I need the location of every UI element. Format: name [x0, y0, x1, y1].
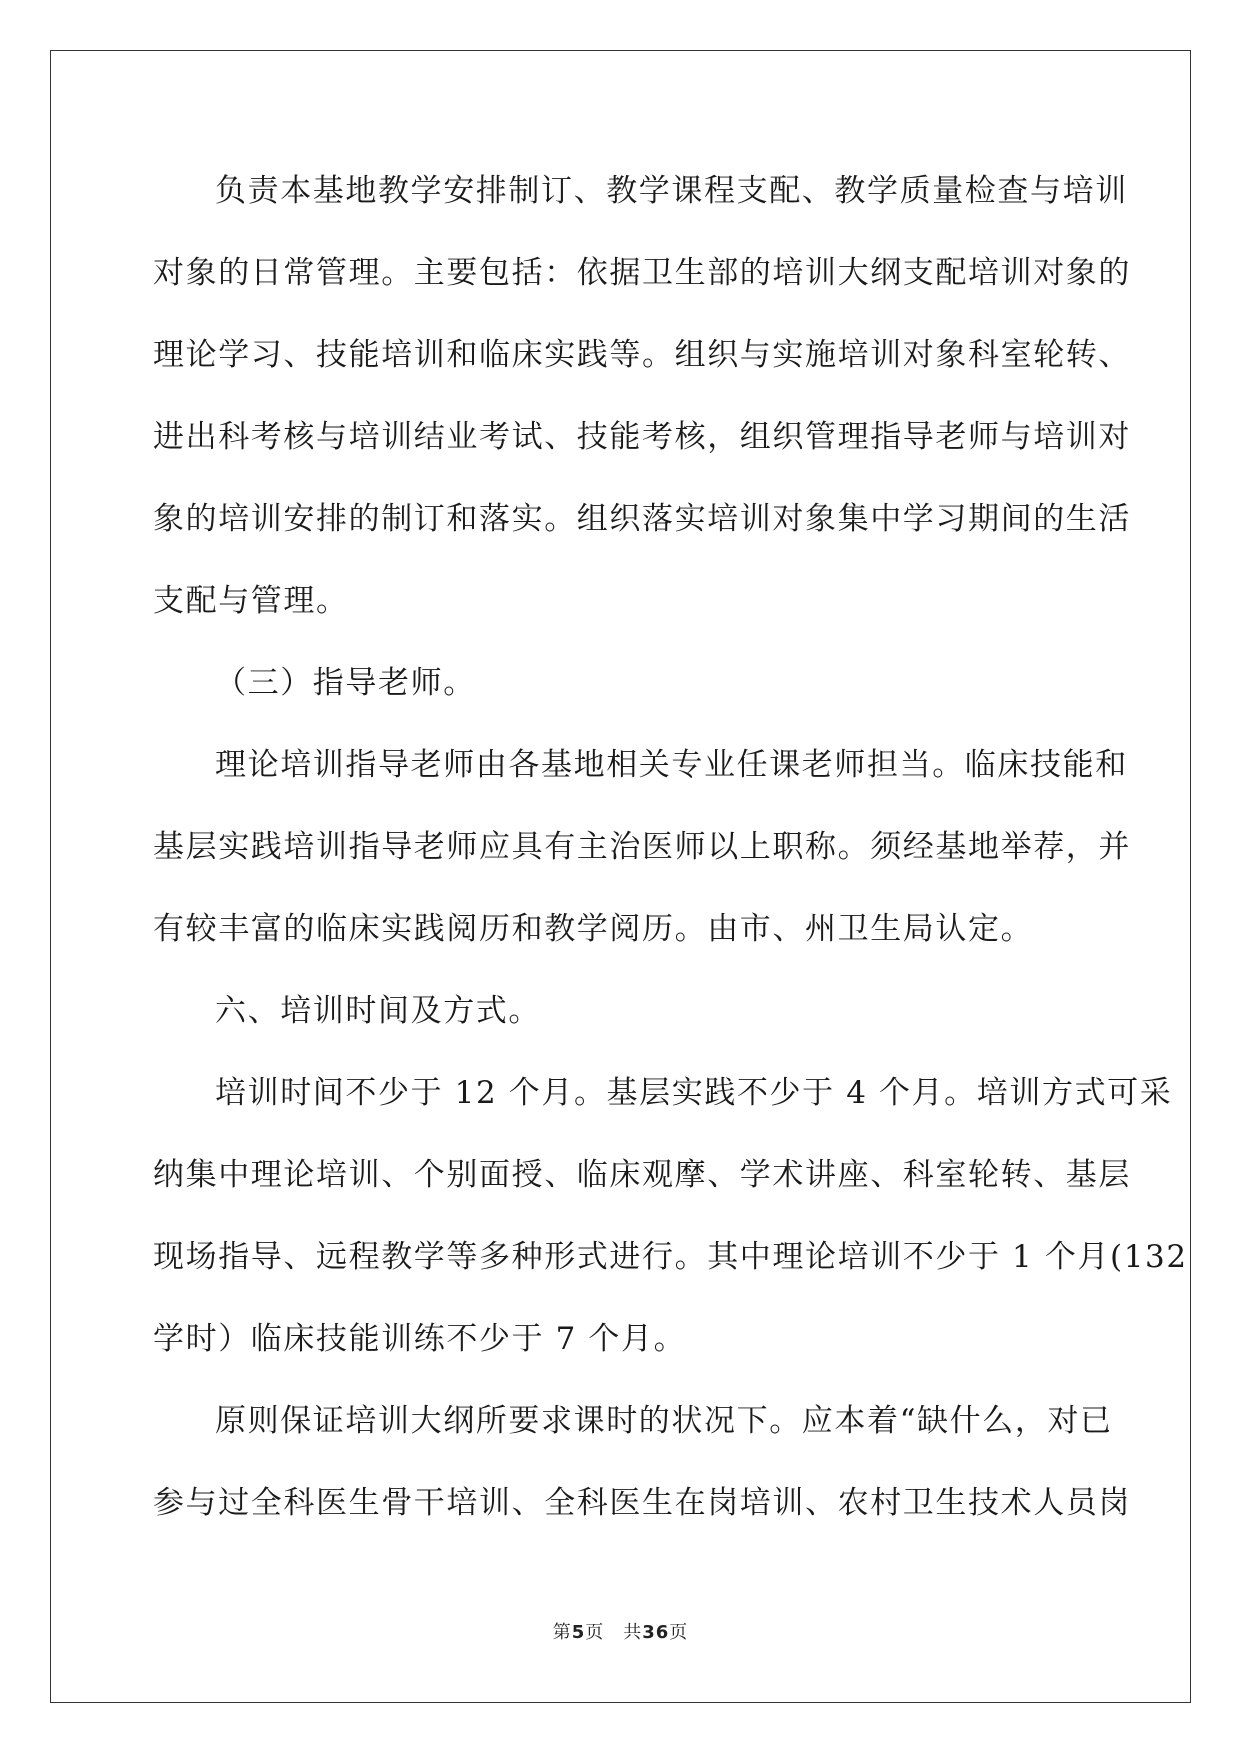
text-line: 基层实践培训指导老师应具有主治医师以上职称。须经基地举荐，并 [153, 829, 1131, 865]
text-line: 六、培训时间及方式。 [215, 993, 541, 1029]
text-line: 进出科考核与培训结业考试、技能考核，组织管理指导老师与培训对 [153, 419, 1131, 455]
text-line: 学时）临床技能训练不少于 7 个月。 [153, 1321, 687, 1357]
text-line: 培训时间不少于 12 个月。基层实践不少于 4 个月。培训方式可采 [215, 1075, 1173, 1111]
text-line: 原则保证培训大纲所要求课时的状况下。应本着“缺什么，对已 [215, 1403, 1113, 1439]
page-footer [0, 1618, 1241, 1644]
text-line: 有较丰富的临床实践阅历和教学阅历。由市、州卫生局认定。 [153, 911, 1034, 947]
text-line: 现场指导、远程教学等多种形式进行。其中理论培训不少于 1 个月(132 [153, 1239, 1188, 1275]
text-line: 参与过全科医生骨干培训、全科医生在岗培训、农村卫生技术人员岗 [153, 1485, 1131, 1521]
document-body [153, 166, 1188, 1560]
text-line: 负责本基地教学安排制订、教学课程支配、教学质量检查与培训 [215, 173, 1128, 209]
footer-prefix: 第 [552, 1622, 572, 1643]
footer-middle: 页 共 [585, 1622, 643, 1643]
text-line: 支配与管理。 [153, 583, 349, 619]
text-line: 理论培训指导老师由各基地相关专业任课老师担当。临床技能和 [215, 747, 1128, 783]
text-line: 对象的日常管理。主要包括：依据卫生部的培训大纲支配培训对象的 [153, 255, 1131, 291]
footer-total-pages: 36 [642, 1622, 670, 1643]
text-line: （三）指导老师。 [215, 665, 476, 701]
text-line: 象的培训安排的制订和落实。组织落实培训对象集中学习期间的生活 [153, 501, 1131, 537]
text-line: 理论学习、技能培训和临床实践等。组织与实施培训对象科室轮转、 [153, 337, 1131, 373]
footer-page-number: 5 [571, 1622, 586, 1643]
text-line: 纳集中理论培训、个别面授、临床观摩、学术讲座、科室轮转、基层 [153, 1157, 1131, 1193]
footer-suffix: 页 [669, 1622, 689, 1643]
